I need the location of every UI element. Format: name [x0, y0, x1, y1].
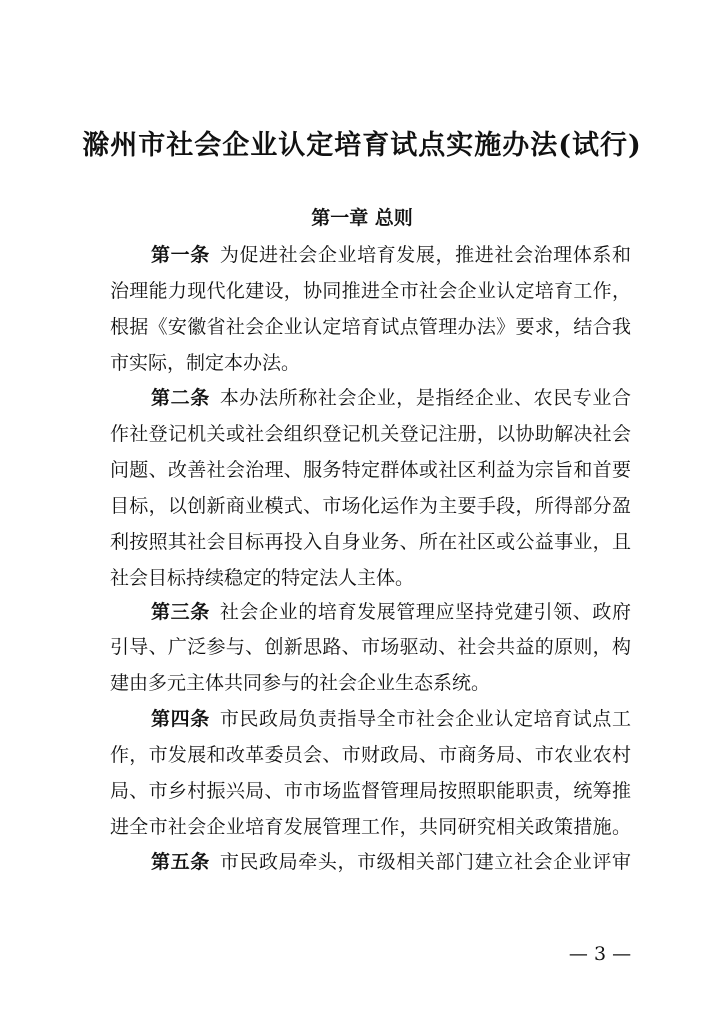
chapter-heading: 第一章 总则	[311, 207, 413, 229]
article-2-line-2: 作社登记机关或社会组织登记机关登记注册，以协助解决社会	[110, 423, 631, 445]
article-3-line-1	[151, 598, 631, 626]
article-text: 为促进社会企业培育发展，推进社会治理体系和	[219, 244, 631, 266]
article-4-line-1	[151, 705, 631, 733]
article-2-line-6: 社会目标持续稳定的特定法人主体。	[110, 567, 415, 589]
article-2-line-3: 问题、改善社会治理、服务特定群体或社区利益为宗旨和首要	[110, 459, 631, 481]
document-title: 滁州市社会企业认定培育试点实施办法(试行)	[82, 130, 642, 161]
article-1-line-3: 根据《安徽省社会企业认定培育试点管理办法》要求，结合我	[110, 316, 631, 338]
article-label: 第一条	[151, 244, 210, 266]
article-2-line-5: 利按照其社会目标再投入自身业务、所在社区或公益事业，且	[110, 531, 631, 553]
article-text: 市民政局负责指导全市社会企业认定培育试点工	[219, 708, 631, 730]
article-4-line-3: 局、市乡村振兴局、市市场监督管理局按照职能职责，统筹推	[110, 780, 631, 802]
article-text: 市民政局牵头，市级相关部门建立社会企业评审	[219, 851, 631, 873]
article-1-line-4: 市实际，制定本办法。	[110, 352, 301, 374]
article-label: 第五条	[151, 851, 210, 873]
article-3-line-2: 引导、广泛参与、创新思路、市场驱动、社会共益的原则，构	[110, 636, 631, 658]
article-text: 本办法所称社会企业，是指经企业、农民专业合	[219, 387, 631, 409]
article-5-line-1	[151, 848, 631, 876]
article-label: 第二条	[151, 387, 210, 409]
article-label: 第四条	[151, 708, 210, 730]
article-1-line-1	[151, 241, 631, 269]
article-4-line-4: 进全市社会企业培育发展管理工作，共同研究相关政策措施。	[110, 816, 631, 838]
article-2-line-4: 目标，以创新商业模式、市场化运作为主要手段，所得部分盈	[110, 495, 631, 517]
article-2-line-1	[151, 384, 631, 412]
article-3-line-3: 建由多元主体共同参与的社会企业生态系统。	[110, 672, 491, 694]
article-4-line-2: 作，市发展和改革委员会、市财政局、市商务局、市农业农村	[110, 744, 631, 766]
page-number: — 3 —	[568, 943, 632, 965]
article-1-line-2: 治理能力现代化建设，协同推进全市社会企业认定培育工作，	[110, 280, 631, 302]
article-text: 社会企业的培育发展管理应坚持党建引领、政府	[219, 601, 631, 623]
article-label: 第三条	[151, 601, 210, 623]
